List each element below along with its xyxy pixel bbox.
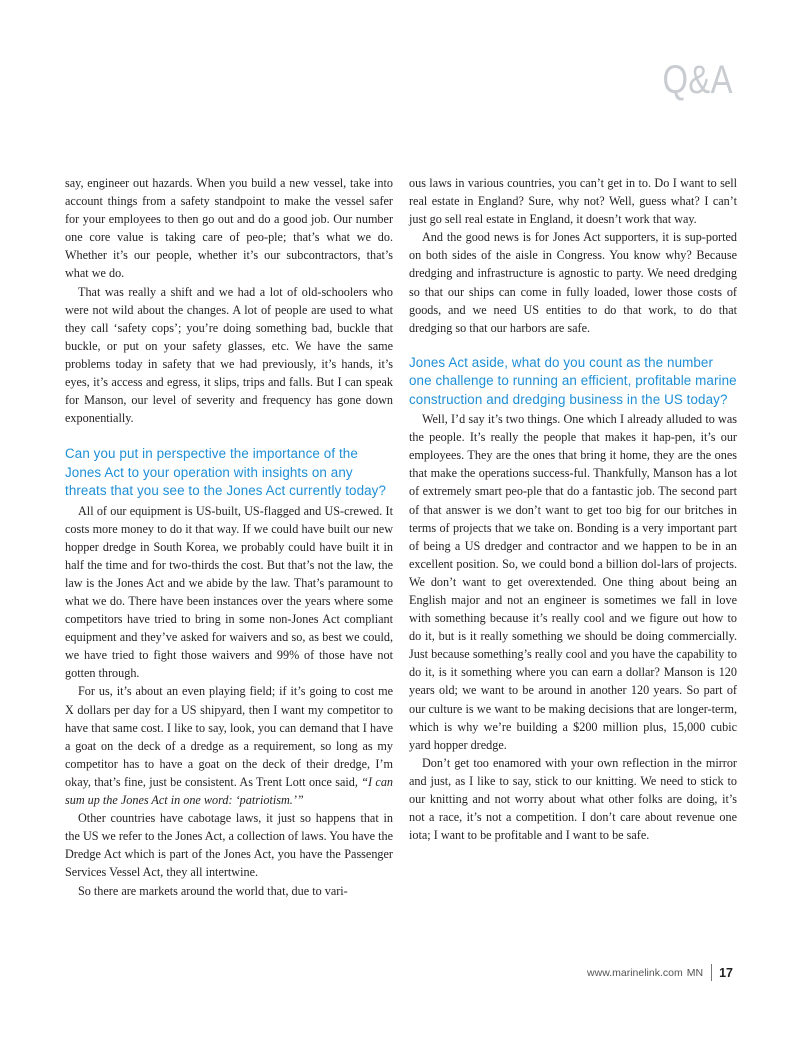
footer-publication: MN [686, 966, 704, 979]
body-paragraph: say, engineer out hazards. When you build a new vessel, take into account things from a safety standpoint to make the vessel safer for your employees to then go out and do a good job. Our number one core value is taking care of peo-ple; that’s what we do. Whether it’s our people, whether it’s our subcontractors, that’s what we do. [65, 176, 393, 281]
right-column [409, 174, 737, 844]
body-paragraph: ous laws in various countries, you can’t get in to. Do I want to sell real estate in England? Sure, why not? Well, guess what? I can’t just go sell real estate in England, it doesn’t work that way. [409, 176, 737, 227]
body-paragraph: So there are markets around the world that, due to vari- [78, 883, 348, 898]
quote-paragraph [65, 682, 393, 809]
page-footer [587, 964, 733, 981]
body-paragraph: That was really a shift and we had a lot of old-schoolers who were not wild about the changes. A lot of people are used to what they call ‘safety cops’; you’re doing something bad, buckle that buckle, or put on your safety glasses, etc. We have the same problems today in safety that we had previously, it’s hands, it’s eyes, it’s access and egress, it slips, trips and falls. But I can speak for Manson, our level of severity and frequency has gone down exponentially. [65, 284, 393, 426]
left-column [65, 174, 393, 900]
body-paragraph: Other countries have cabotage laws, it just so happens that in the US we refer to the Jones Act, a collection of laws. You have the Dredge Act which is part of the Jones Act, you have the Passenger Services Vessel Act, they all intertwine. [65, 811, 393, 880]
footer-divider [711, 964, 712, 981]
interview-question: Jones Act aside, what do you count as the number one challenge to running an efficient, profitable marine construction and dredging business in the US today? [409, 354, 737, 407]
quote-lead-text: For us, it’s about an even playing field; if it’s going to cost me X dollars per day for a US shipyard, then I want my competitor to have that same cost. I like to say, look, you can demand that I have a goat on the deck of a dredge as a requirement, so long as my competitor has to have a goat on the deck of their dredge, I’m okay, that’s fine, just be consistent. As Trent Lott once said, [65, 684, 393, 789]
section-tag: Q&A [662, 58, 733, 102]
page-number: 17 [719, 965, 733, 980]
trent-lott-quote: “I can sum up the Jones Act in one word: ‘patriotism.’” [65, 774, 394, 808]
footer-website: www.marinelink.com [587, 966, 683, 979]
body-paragraph: And the good news is for Jones Act supporters, it is sup-ported on both sides of the aisle in Congress. You know why? Because dredging and infrastructure is agnostic to party. We need dredging so that our ships can come in fully loaded, lower those costs of goods, and we need US entities to do that work, to do that dredging so that our harbors are safe. [409, 230, 737, 335]
body-paragraph: Don’t get too enamored with your own reflection in the mirror and just, as I like to say, stick to our knitting. We need to stick to our knitting and not worry about what other folks are doing, it’s not a race, it’s not a competition. I don’t care about revenue one iota; I want to be profitable and I want to be safe. [409, 755, 737, 843]
body-paragraph: Well, I’d say it’s two things. One which I already alluded to was the people. It’s really the people that makes it hap-pen, it’s our employees. They are the ones that bring it home, they are the ones that make the operations success-ful. Thankfully, Manson has a lot of extremely smart peo-ple that do a fantastic job. The second part of that answer is we don’t want to get too big for our britches in terms of projects that we take on. Bonding is a very important part of being a US dredger and contractor and we happen to be in an excellent position. So, we could bond a billion dol-lars of projects. We don’t want to get overextended. One thing about being an English major and not an engineer is sometimes we fall in love with something because it’s really cool and we figure out how to do it, but is it really something we should be doing commercially. Just because something’s really cool and you have the capability to do it, is it something where you can earn a dollar? Manson is 120 years old; we want to be around in another 120 years. So part of our culture is we want to be making decisions that are longer-term, which is why we’re building a $200 million plus, 15,000 cubic yard hopper dredge. [409, 412, 737, 752]
interview-question: Can you put in perspective the importance of the Jones Act to your operation with insights on any threats that you see to the Jones Act currently today? [65, 446, 387, 499]
body-paragraph: All of our equipment is US-built, US-flagged and US-crewed. It costs more money to do it that way. If we could have built our new hopper dredge in South Korea, we probably could have built it in half the time and for two-thirds the cost. But that’s not the law, the law is the Jones Act and we abide by the law. That’s paramount to what we do. There have been instances over the years where some competitors have tried to bring in some non-Jones Act compliant equipment and they’ve asked for waivers and so, as best we could, we have tried to fight those waivers and 99% of those have not gotten through. [65, 503, 393, 681]
